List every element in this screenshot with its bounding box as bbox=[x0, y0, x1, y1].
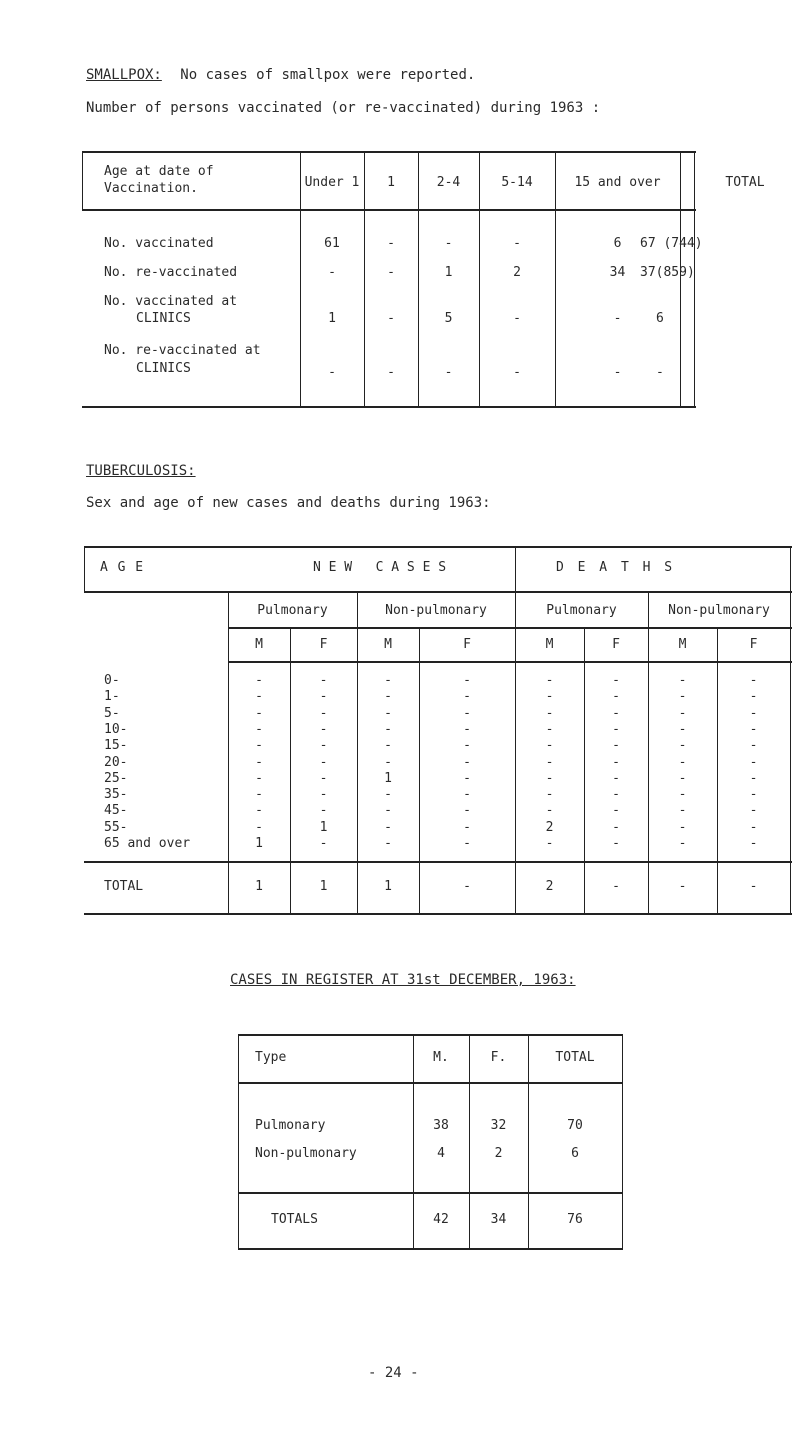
tb-cell: - bbox=[545, 771, 554, 786]
tb-cell: - bbox=[612, 722, 620, 737]
vacc-cell: 5 bbox=[444, 311, 453, 326]
tb-cell: - bbox=[319, 803, 328, 818]
tb-cell: - bbox=[678, 820, 687, 835]
vacc-cell: - bbox=[444, 365, 453, 380]
vacc-cell: 61 bbox=[324, 236, 340, 251]
tb-cell: - bbox=[545, 755, 554, 770]
tb-cell: - bbox=[384, 738, 392, 753]
tb-age-label: 55- bbox=[104, 820, 128, 835]
tb-cell: - bbox=[612, 755, 620, 770]
tb-age-label: 15- bbox=[104, 738, 128, 753]
tb-cell: - bbox=[384, 820, 392, 835]
tb-total-cell: - bbox=[749, 879, 758, 894]
tb-sex-header: F bbox=[612, 637, 620, 652]
tb-cell: - bbox=[319, 836, 328, 851]
vacc-col-header: 1 bbox=[387, 175, 395, 190]
tb-cell: - bbox=[319, 722, 328, 737]
tb-cell: - bbox=[545, 803, 554, 818]
tb-cell: - bbox=[545, 836, 554, 851]
tb-cell: - bbox=[612, 820, 620, 835]
tb-cell: 1 bbox=[384, 771, 392, 786]
tb-cell: - bbox=[612, 706, 620, 721]
tb-cell: - bbox=[384, 787, 392, 802]
tb-cell: - bbox=[463, 787, 471, 802]
vacc-cell: 6 bbox=[613, 236, 622, 251]
tb-total-cell: - bbox=[612, 879, 620, 894]
tb-cell: - bbox=[678, 803, 687, 818]
tb-total-cell: 1 bbox=[255, 879, 263, 894]
tb-cell: - bbox=[255, 820, 263, 835]
tb-cell: - bbox=[612, 803, 620, 818]
tb-cell: - bbox=[319, 689, 328, 704]
tb-cell: - bbox=[255, 803, 263, 818]
tb-cell: - bbox=[463, 755, 471, 770]
page-number: - 24 - bbox=[368, 1365, 419, 1381]
tb-cell: - bbox=[545, 706, 554, 721]
tb-total-cell: - bbox=[463, 879, 471, 894]
vacc-header-age-line2: Vaccination. bbox=[104, 181, 198, 196]
vacc-total-cell: 37(859) bbox=[640, 265, 695, 280]
tb-cell: - bbox=[463, 706, 471, 721]
tb-cell: - bbox=[749, 771, 758, 786]
vacc-header-age-line1: Age at date of bbox=[104, 164, 214, 179]
tb-cell: - bbox=[319, 673, 328, 688]
vacc-total-cell: - bbox=[656, 365, 664, 380]
tb-cell: - bbox=[319, 706, 328, 721]
tb-cell: - bbox=[749, 803, 758, 818]
vacc-total-cell: 67 (744) bbox=[640, 236, 703, 251]
register-row-total: 70 bbox=[567, 1118, 583, 1133]
tb-cell: - bbox=[678, 836, 687, 851]
tb-cell: - bbox=[463, 689, 471, 704]
vacc-cell: - bbox=[328, 365, 336, 380]
tb-sex-header: M bbox=[384, 637, 392, 652]
tb-cell: - bbox=[384, 706, 392, 721]
vacc-cell: 1 bbox=[444, 265, 453, 280]
vacc-cell: 1 bbox=[328, 311, 336, 326]
tb-cell: - bbox=[319, 787, 328, 802]
tb-total-label: TOTAL bbox=[104, 879, 144, 894]
tb-cell: - bbox=[545, 673, 554, 688]
vacc-col-header: 15 and over bbox=[574, 175, 661, 190]
tb-new-cases-header: N E W C A S E S bbox=[313, 560, 447, 575]
tb-cell: - bbox=[678, 755, 687, 770]
register-header-f: F. bbox=[490, 1050, 507, 1065]
tb-age-label: 65 and over bbox=[104, 836, 191, 851]
tb-cell: - bbox=[545, 689, 554, 704]
tb-cell: - bbox=[463, 803, 471, 818]
vacc-cell: - bbox=[513, 311, 521, 326]
tb-cell: - bbox=[255, 738, 263, 753]
vacc-row-label: No. re-vaccinated bbox=[104, 265, 238, 280]
tb-cell: - bbox=[678, 722, 687, 737]
tb-cell: - bbox=[749, 755, 758, 770]
tb-age-label: 20- bbox=[104, 755, 128, 770]
vacc-cell: - bbox=[328, 265, 336, 280]
tb-cell: - bbox=[384, 673, 392, 688]
tb-cell: - bbox=[678, 673, 687, 688]
tb-cell: - bbox=[255, 673, 263, 688]
tuberculosis-intro: Sex and age of new cases and deaths during 1963: bbox=[86, 495, 491, 511]
tb-cell: - bbox=[384, 689, 392, 704]
vacc-cell: - bbox=[613, 311, 622, 326]
tb-cell: 1 bbox=[255, 836, 263, 851]
tb-cell: - bbox=[255, 689, 263, 704]
tb-cell: - bbox=[384, 722, 392, 737]
register-totals-m: 42 bbox=[433, 1212, 449, 1227]
tb-cell: - bbox=[384, 836, 392, 851]
vacc-row-label: No. vaccinated at bbox=[104, 294, 238, 309]
tb-cell: - bbox=[463, 722, 471, 737]
register-heading: CASES IN REGISTER AT 31st DECEMBER, 1963: bbox=[230, 972, 576, 988]
smallpox-line bbox=[86, 67, 475, 83]
tb-cell: - bbox=[678, 738, 687, 753]
tb-age-label: 45- bbox=[104, 803, 128, 818]
tb-cell: - bbox=[749, 689, 758, 704]
vacc-cell: - bbox=[387, 236, 395, 251]
tb-age-label: 1- bbox=[104, 689, 120, 704]
vacc-total-cell: 6 bbox=[656, 311, 664, 326]
tb-age-label: 0- bbox=[104, 673, 120, 688]
tb-age-label: 5- bbox=[104, 706, 120, 721]
tb-cell: - bbox=[678, 787, 687, 802]
register-totals-label: TOTALS bbox=[271, 1212, 318, 1227]
tb-age-label: 25- bbox=[104, 771, 128, 786]
vacc-cell: 2 bbox=[513, 265, 521, 280]
tb-cell: - bbox=[749, 836, 758, 851]
vacc-col-header-total: TOTAL bbox=[725, 175, 765, 190]
vacc-row-label-sub: CLINICS bbox=[136, 361, 191, 376]
vacc-cell: - bbox=[387, 265, 395, 280]
tuberculosis-heading: TUBERCULOSIS: bbox=[86, 463, 196, 479]
vacc-cell: - bbox=[513, 236, 521, 251]
tb-cell: - bbox=[678, 706, 687, 721]
tb-cell: - bbox=[545, 738, 554, 753]
vacc-row-label: No. vaccinated bbox=[104, 236, 214, 251]
tb-cell: - bbox=[749, 738, 758, 753]
tb-sex-header: F bbox=[463, 637, 471, 652]
tb-cell: - bbox=[463, 673, 471, 688]
tb-cell: - bbox=[255, 787, 263, 802]
tb-sub-header: Non-pulmonary bbox=[668, 603, 770, 618]
tb-cell: - bbox=[384, 803, 392, 818]
tb-cell: - bbox=[678, 771, 687, 786]
tb-cell: - bbox=[612, 771, 620, 786]
tb-sex-header: F bbox=[319, 637, 328, 652]
tb-total-cell: - bbox=[678, 879, 687, 894]
tb-cell: - bbox=[319, 738, 328, 753]
smallpox-text: No cases of smallpox were reported. bbox=[180, 67, 476, 83]
tb-age-label: 10- bbox=[104, 722, 128, 737]
tb-sub-header: Pulmonary bbox=[546, 603, 617, 618]
vacc-col-header: 5-14 bbox=[501, 175, 533, 190]
tb-sex-header: M bbox=[255, 637, 263, 652]
tb-sex-header: M bbox=[678, 637, 687, 652]
tb-total-cell: 1 bbox=[384, 879, 392, 894]
vacc-cell: - bbox=[613, 365, 622, 380]
vacc-cell: - bbox=[387, 311, 395, 326]
tb-cell: - bbox=[545, 722, 554, 737]
register-row-type: Pulmonary bbox=[255, 1118, 326, 1133]
vacc-cell: 34 bbox=[609, 265, 626, 280]
vaccination-intro: Number of persons vaccinated (or re-vaccinated) during 1963 : bbox=[86, 100, 601, 116]
vacc-col-header: 2-4 bbox=[436, 175, 461, 190]
tb-cell: - bbox=[319, 771, 328, 786]
tb-cell: - bbox=[463, 771, 471, 786]
vacc-row-label: No. re-vaccinated at bbox=[104, 343, 261, 358]
vacc-col-header: Under 1 bbox=[304, 175, 360, 190]
vacc-row-label-sub: CLINICS bbox=[136, 311, 191, 326]
tb-cell: 2 bbox=[545, 820, 554, 835]
tb-cell: - bbox=[749, 820, 758, 835]
tb-cell: - bbox=[255, 722, 263, 737]
tb-sex-header: M bbox=[545, 637, 554, 652]
tb-cell: - bbox=[678, 689, 687, 704]
tb-cell: - bbox=[384, 755, 392, 770]
tb-cell: - bbox=[749, 706, 758, 721]
tb-total-cell: 2 bbox=[545, 879, 554, 894]
register-totals-total: 76 bbox=[567, 1212, 583, 1227]
vacc-cell: - bbox=[513, 365, 521, 380]
tb-cell: - bbox=[612, 787, 620, 802]
tb-cell: - bbox=[749, 673, 758, 688]
tb-deaths-header: D E A T H S bbox=[556, 560, 676, 575]
tb-sex-header: F bbox=[749, 637, 758, 652]
tb-age-header: A G E bbox=[100, 560, 145, 575]
smallpox-heading: SMALLPOX: bbox=[86, 67, 162, 83]
tb-cell: - bbox=[612, 836, 620, 851]
register-row-f: 32 bbox=[490, 1118, 507, 1133]
tb-cell: - bbox=[612, 673, 620, 688]
tb-sub-header: Non-pulmonary bbox=[385, 603, 487, 618]
tb-age-label: 35- bbox=[104, 787, 128, 802]
tb-cell: - bbox=[749, 722, 758, 737]
tb-cell: - bbox=[255, 706, 263, 721]
tb-cell: - bbox=[463, 738, 471, 753]
tb-cell: 1 bbox=[319, 820, 328, 835]
register-row-m: 38 bbox=[433, 1118, 449, 1133]
register-row-f: 2 bbox=[494, 1146, 503, 1161]
tb-cell: - bbox=[463, 836, 471, 851]
register-row-m: 4 bbox=[437, 1146, 445, 1161]
register-totals-f: 34 bbox=[490, 1212, 507, 1227]
tb-cell: - bbox=[463, 820, 471, 835]
vacc-cell: - bbox=[387, 365, 395, 380]
tb-cell: - bbox=[255, 755, 263, 770]
register-header-type: Type bbox=[255, 1050, 287, 1065]
tb-total-cell: 1 bbox=[319, 879, 328, 894]
register-row-total: 6 bbox=[571, 1146, 579, 1161]
tb-cell: - bbox=[612, 689, 620, 704]
tb-cell: - bbox=[319, 755, 328, 770]
tb-cell: - bbox=[255, 771, 263, 786]
vacc-cell: - bbox=[444, 236, 453, 251]
register-header-total: TOTAL bbox=[555, 1050, 595, 1065]
tb-cell: - bbox=[545, 787, 554, 802]
tb-sub-header: Pulmonary bbox=[257, 603, 328, 618]
register-header-m: M. bbox=[433, 1050, 449, 1065]
tb-cell: - bbox=[612, 738, 620, 753]
register-row-type: Non-pulmonary bbox=[255, 1146, 357, 1161]
tb-cell: - bbox=[749, 787, 758, 802]
